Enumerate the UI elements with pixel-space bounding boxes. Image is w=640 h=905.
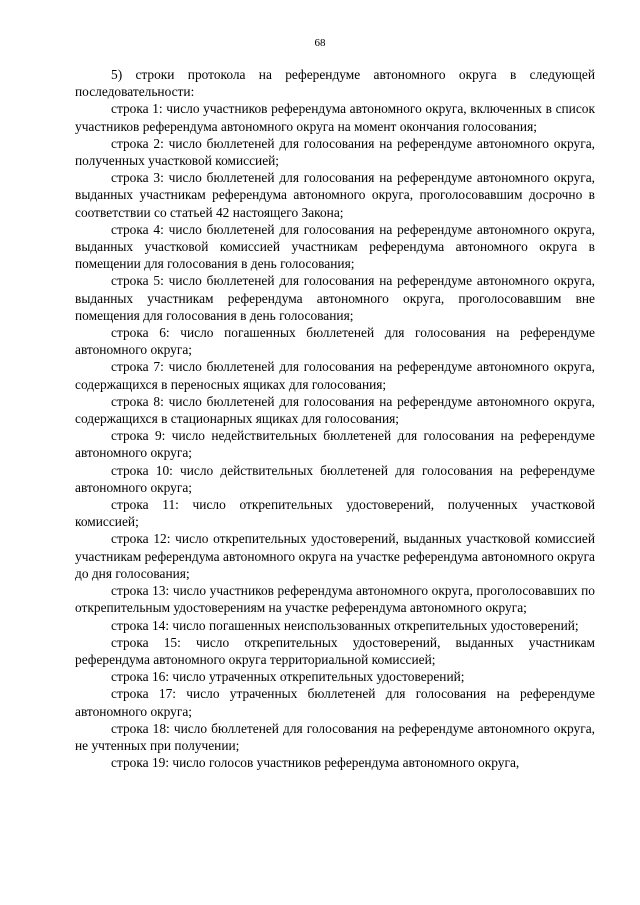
paragraph-line-9: строка 9: число недействительных бюллетеней для голосования на референдуме автономного округа; xyxy=(75,428,595,461)
paragraph-line-14: строка 14: число погашенных неиспользованных открепительных удостоверений; xyxy=(111,617,579,633)
paragraph-line-15: строка 15: число открепительных удостоверений, выданных участникам референдума автономного округа территориальной комиссией; xyxy=(75,634,595,667)
paragraph-line-3: строка 3: число бюллетеней для голосования на референдуме автономного округа, выданных участникам референдума автономного округа, проголосовавшим досрочно в соответствии со статьей 42 настоящего Закона; xyxy=(75,170,595,220)
paragraph-line-17: строка 17: число утраченных бюллетеней для голосования на референдуме автономного округа; xyxy=(75,686,595,719)
paragraph-line-19: строка 19: число голосов участников референдума автономного округа, xyxy=(111,755,520,771)
paragraph-line-18: строка 18: число бюллетеней для голосования на референдуме автономного округа, не учтенных при получении; xyxy=(75,720,595,753)
paragraph-line-8: строка 8: число бюллетеней для голосования на референдуме автономного округа, содержащихся в стационарных ящиках для голосования; xyxy=(75,393,595,427)
paragraph-line-2: строка 2: число бюллетеней для голосования на референдуме автономного округа, полученных участковой комиссией; xyxy=(75,135,595,169)
paragraph-line-4: строка 4: число бюллетеней для голосования на референдуме автономного округа, выданных участковой комиссией участникам референдума автономного округа в помещении для голосования в день голосования; xyxy=(75,221,595,272)
document-body xyxy=(75,66,595,771)
paragraph-line-13: строка 13: число участников референдума автономного округа, проголосовавших по открепительным удостоверениям на участке референдума автономного округа; xyxy=(75,583,595,616)
paragraph-intro: 5) строки протокола на референдуме автономного округа в следующей последовательности: xyxy=(75,67,595,100)
page-number: 68 xyxy=(314,37,326,49)
paragraph-line-11: строка 11: число открепительных удостоверений, полученных участковой комиссией; xyxy=(75,497,595,530)
paragraph-line-10: строка 10: число действительных бюллетеней для голосования на референдуме автономного округа; xyxy=(75,462,595,495)
paragraph-line-5: строка 5: число бюллетеней для голосования на референдуме автономного округа, выданных участникам референдума автономного округа, проголосовавшим вне помещения для голосования в день голосования; xyxy=(75,273,595,323)
paragraph-line-1: строка 1: число участников референдума автономного округа, включенных в список участников референдума автономного округа на момент окончания голосования; xyxy=(75,101,595,134)
paragraph-line-16: строка 16: число утраченных открепительных удостоверений; xyxy=(111,669,465,685)
paragraph-line-12: строка 12: число открепительных удостоверений, выданных участковой комиссией участникам референдума автономного округа на участке референдума автономного округа до дня голосования; xyxy=(75,531,595,581)
paragraph-line-6: строка 6: число погашенных бюллетеней для голосования на референдуме автономного округа; xyxy=(75,325,595,358)
paragraph-line-7: строка 7: число бюллетеней для голосования на референдуме автономного округа, содержащихся в переносных ящиках для голосования; xyxy=(75,359,595,392)
